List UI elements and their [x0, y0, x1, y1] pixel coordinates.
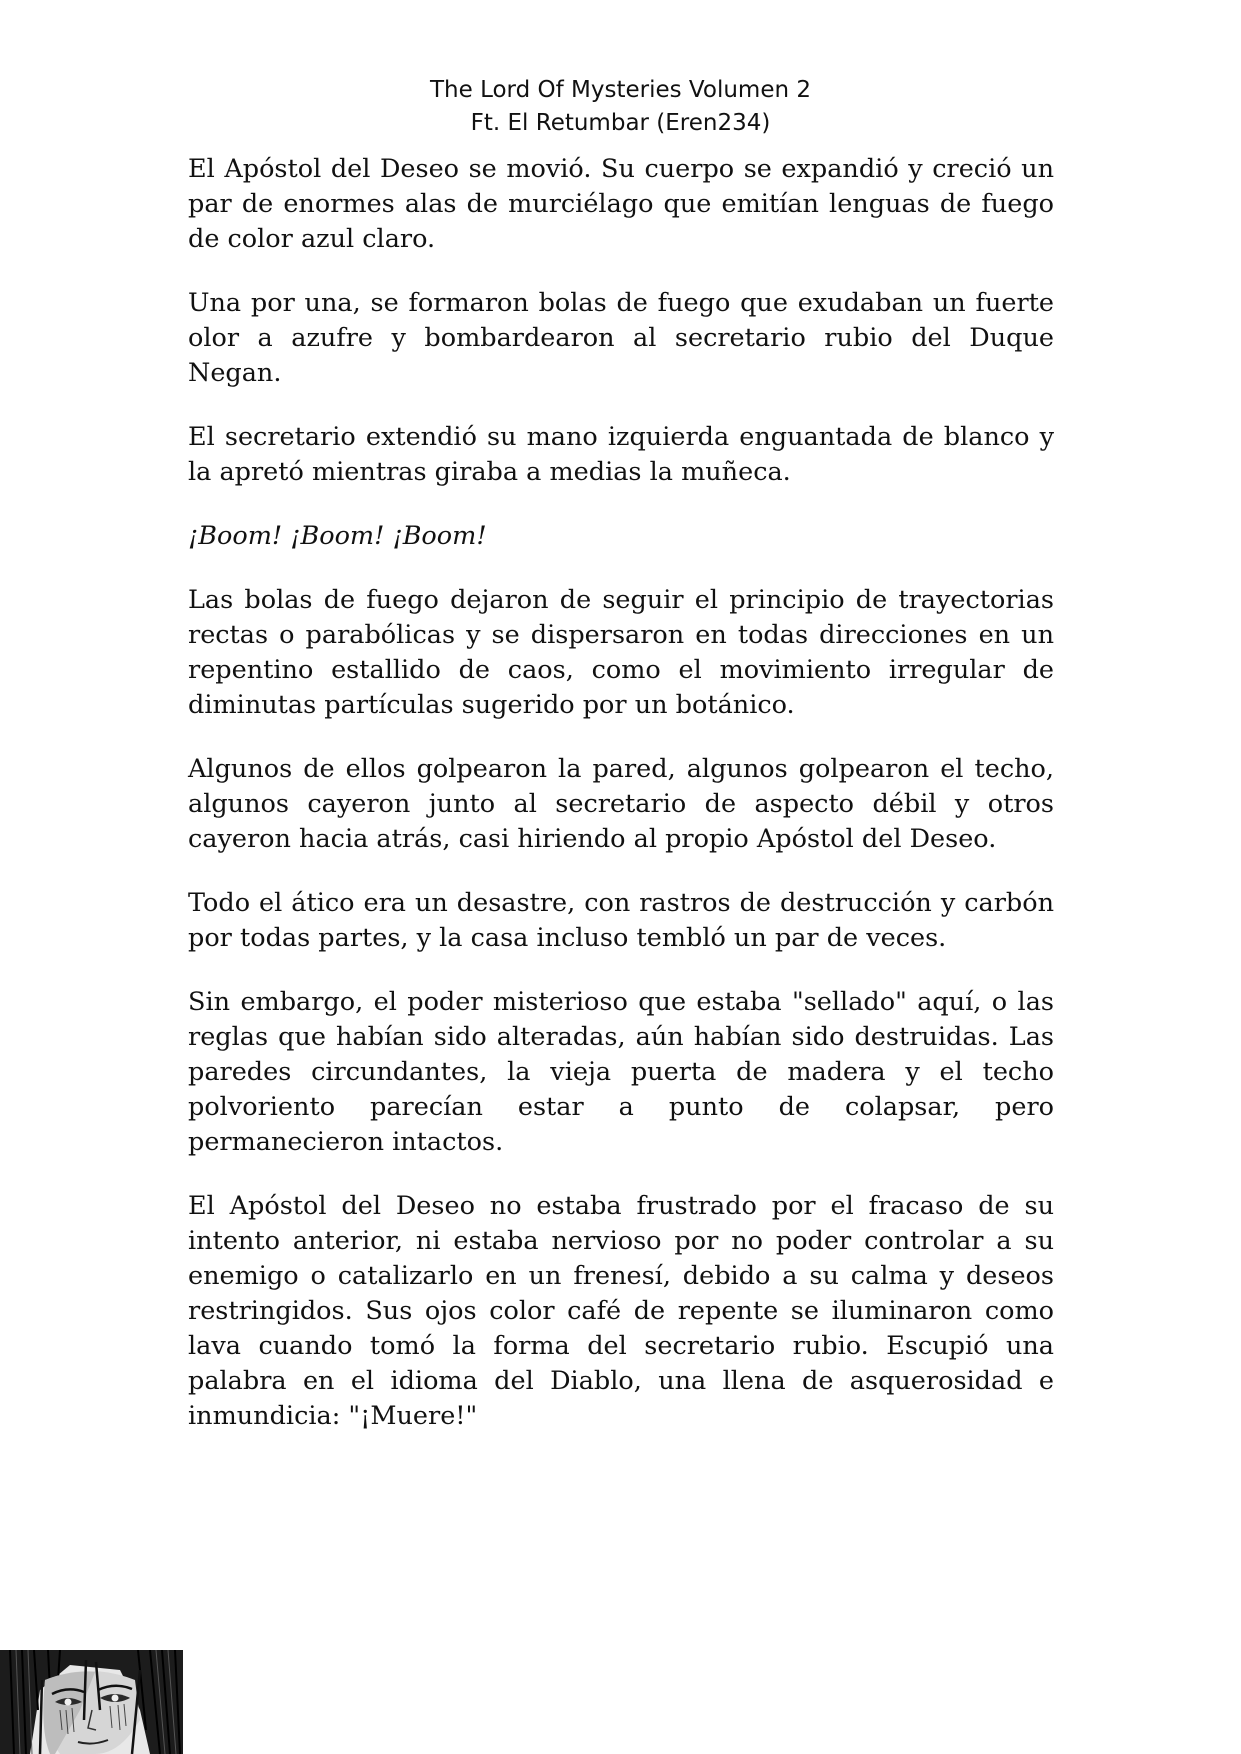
sound-effect-paragraph: ¡Boom! ¡Boom! ¡Boom!	[188, 521, 487, 551]
paragraph: El Apóstol del Deseo no estaba frustrado por el fracaso de su intento anterior, ni estaba nervioso por no poder controlar a su enemigo o catalizarlo en un frenesí, debido a su calma y deseos restringidos. Sus ojos color café de repente se iluminaron como lava cuando tomó la forma del secretario rubio. Escupió una palabra en el idioma del Diablo, una llena de asquerosidad e inmundicia: "¡Muere!"	[188, 1191, 1054, 1431]
paragraph: Una por una, se formaron bolas de fuego que exudaban un fuerte olor a azufre y bombardearon al secretario rubio del Duque Negan.	[188, 288, 1054, 388]
header-title: The Lord Of Mysteries Volumen 2	[429, 77, 811, 103]
paragraph: El secretario extendió su mano izquierda enguantada de blanco y la apretó mientras giraba a medias la muñeca.	[188, 422, 1054, 487]
manga-character-portrait-icon	[0, 1650, 183, 1754]
paragraph: Todo el ático era un desastre, con rastros de destrucción y carbón por todas partes, y la casa incluso tembló un par de veces.	[188, 888, 1054, 953]
chapter-body	[188, 152, 1054, 1463]
paragraph: El Apóstol del Deseo se movió. Su cuerpo se expandió y creció un par de enormes alas de murciélago que emitían lenguas de fuego de color azul claro.	[188, 154, 1054, 254]
header-subtitle: Ft. El Retumbar (Eren234)	[470, 110, 771, 136]
page-header	[0, 74, 1241, 140]
paragraph: Sin embargo, el poder misterioso que estaba "sellado" aquí, o las reglas que habían sido alteradas, aún habían sido destruidas. Las paredes circundantes, la vieja puerta de madera y el techo polvoriento parecían estar a punto de colapsar, pero permanecieron intactos.	[188, 987, 1054, 1157]
paragraph: Las bolas de fuego dejaron de seguir el principio de trayectorias rectas o parabólicas y se dispersaron en todas direcciones en un repentino estallido de caos, como el movimiento irregular de diminutas partículas sugerido por un botánico.	[188, 585, 1054, 720]
paragraph: Algunos de ellos golpearon la pared, algunos golpearon el techo, algunos cayeron junto al secretario de aspecto débil y otros cayeron hacia atrás, casi hiriendo al propio Apóstol del Deseo.	[188, 754, 1054, 854]
